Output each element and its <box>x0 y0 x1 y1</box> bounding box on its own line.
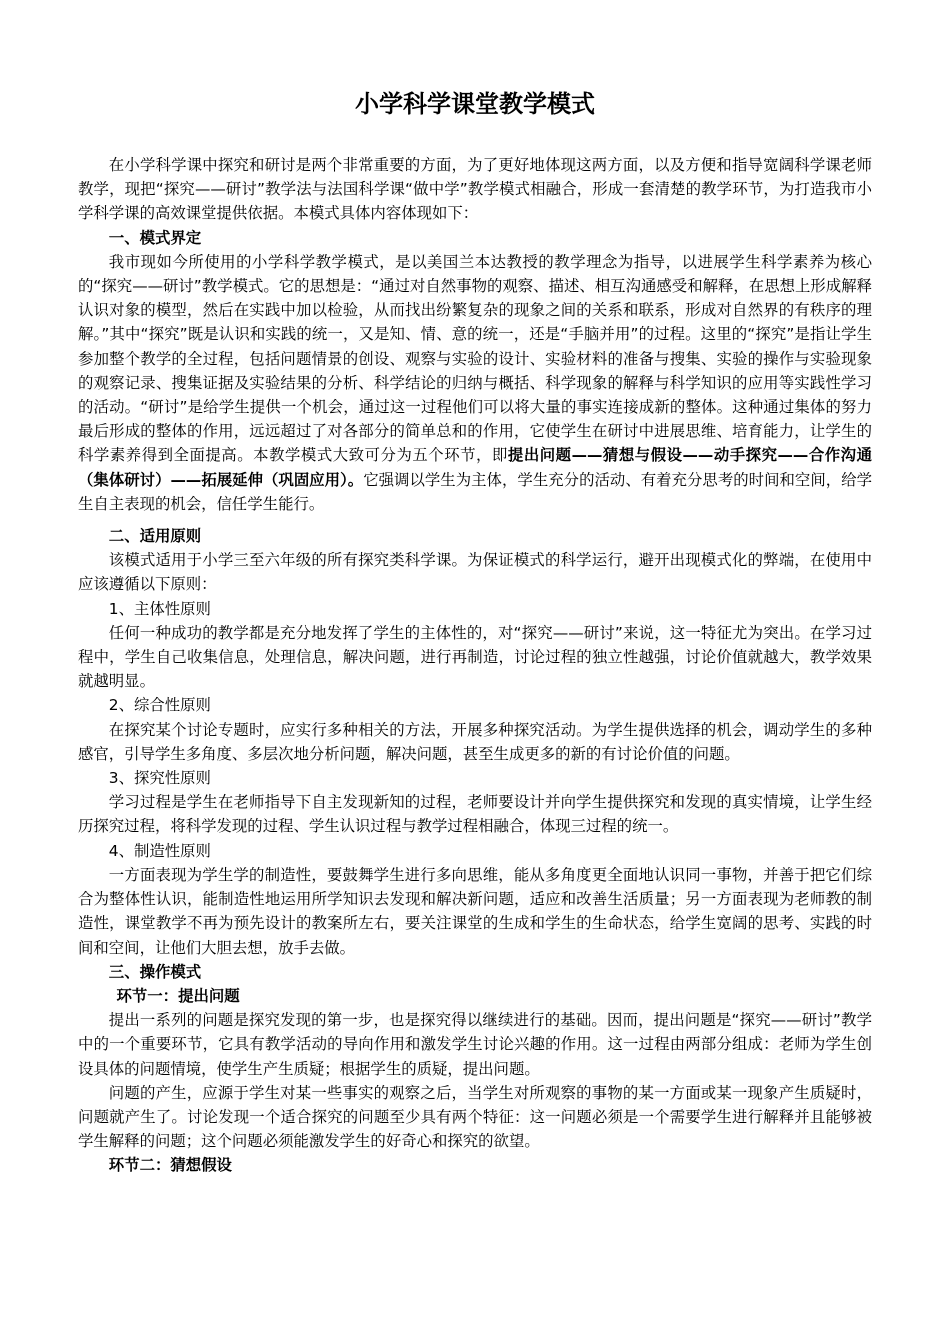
principle-1-title: 1、主体性原则 <box>108 599 211 618</box>
document-title: 小学科学课堂教学模式 <box>355 90 595 118</box>
step-1-heading: 环节一：提出问题 <box>116 986 240 1005</box>
principle-1-text: 任何一种成功的教学都是充分地发挥了学生的主体性的，对“探究——研讨”来说，这一特征尤为突出。在学习过程中，学生自己收集信息，处理信息，解决问题，进行再制造，讨论过程的独立性越强，讨论价值就越大，教学效果就越明显。 <box>78 623 872 691</box>
definition-paragraph <box>78 250 872 516</box>
principle-2-title: 2、综合性原则 <box>108 696 211 715</box>
five-steps-text: 提出问题——猜想与假设——动手探究——合作沟通（集体研讨）——拓展延伸（巩固应用）。 <box>78 446 872 489</box>
section-heading-definition: 一、模式界定 <box>108 228 202 247</box>
step-1-paragraph-1: 提出一系列的问题是探究发现的第一步，也是探究得以继续进行的基础。因而，提出问题是“探究——研讨”教学中的一个重要环节，它具有教学活动的导向作用和激发学生讨论兴趣的作用。这一过程由两部分组成：老师为学生创设具体的问题情境，使学生产生质疑；根据学生的质疑，提出问题。 <box>78 1011 872 1078</box>
principle-3-title: 3、探究性原则 <box>108 769 211 788</box>
definition-text-end: 它强调以学生为主体，学生充分的活动、有着充分思考的时间和空间，给学生自主表现的机会，信任学生能行。 <box>78 470 872 513</box>
document-body <box>78 153 872 1178</box>
principle-4-title: 4、制造性原则 <box>108 841 211 860</box>
intro-paragraph: 在小学科学课中探究和研讨是两个非常重要的方面，为了更好地体现这两方面，以及方便和指导宽阔科学课老师教学，现把“探究——研讨”教学法与法国科学课“做中学”教学模式相融合，形成一套清楚的教学环节，为打造我市小学科学课的高效课堂提供依据。本模式具体内容体现如下： <box>78 156 872 223</box>
step-2-heading: 环节二：猜想假设 <box>108 1156 232 1175</box>
definition-text: 我市现如今所使用的小学科学教学模式，是以美国兰本达教授的教学理念为指导，以进展学生科学素养为核心的“探究——研讨”教学模式。它的思想是：“通过对自然事物的观察、描述、相互沟通感受和解释，在思想上形成解释认识对象的模型，然后在实践中加以检验，从而找出纷繁复杂的现象之间的关系和联系，形成对自然界的有秩序的理解。”其中“探究”既是认识和实践的统一，又是知、情、意的统一，还是“手脑并用”的过程。这里的“探究”是指让学生参加整个教学的全过程，包括问题情景的创设、观察与实验的设计、实验材料的准备与搜集、实验的操作与实验现象的观察记录、搜集证据及实验结果的分析、科学结论的归纳与概括、科学现象的解释与科学知识的应用等实践性学习的活动。“研讨”是给学生提供一个机会，通过这一过程他们可以将大量的事实连接成新的整体。这种通过集体的努力最后形成的整体的作用，远远超过了对各部分的简单总和的作用，它使学生在研讨中进展思维、培育能力，让学生的科学素养得到全面提高。本教学模式大致可分为五个环节，即 <box>78 252 872 465</box>
principle-2-text: 在探究某个讨论专题时，应实行多种相关的方法，开展多种探究活动。为学生提供选择的机会，调动学生的多种感官，引导学生多角度、多层次地分析问题，解决问题，甚至生成更多的新的有讨论价值的问题。 <box>78 720 872 763</box>
step-1-paragraph-2: 问题的产生，应源于学生对某一些事实的观察之后，当学生对所观察的事物的某一方面或某一现象产生质疑时，问题就产生了。讨论发现一个适合探究的问题至少具有两个特征：这一问题必须是一个需要学生进行解释并且能够被学生解释的问题；这个问题必须能激发学生的好奇心和探究的欲望。 <box>78 1083 872 1151</box>
principle-4-text: 一方面表现为学生学的制造性，要鼓舞学生进行多向思维，能从多角度更全面地认识同一事物，并善于把它们综合为整体性认识，能制造性地运用所学知识去发现和解决新问题，适应和改善生活质量；另一方面表现为老师教的制造性，课堂教学不再为预先设计的教案所左右，要关注课堂的生成和学生的生命状态，给学生宽阔的思考、实践的时间和空间，让他们大胆去想，放手去做。 <box>78 865 872 957</box>
section-heading-operation: 三、操作模式 <box>108 962 202 981</box>
principle-3-text: 学习过程是学生在老师指导下自主发现新知的过程，老师要设计并向学生提供探究和发现的真实情境，让学生经历探究过程，将科学发现的过程、学生认识过程与教学过程相融合，体现三过程的统一。 <box>78 793 872 836</box>
principles-intro: 该模式适用于小学三至六年级的所有探究类科学课。为保证模式的科学运行，避开出现模式化的弊端，在使用中应该遵循以下原则： <box>78 551 872 594</box>
section-heading-principles: 二、适用原则 <box>108 527 202 546</box>
